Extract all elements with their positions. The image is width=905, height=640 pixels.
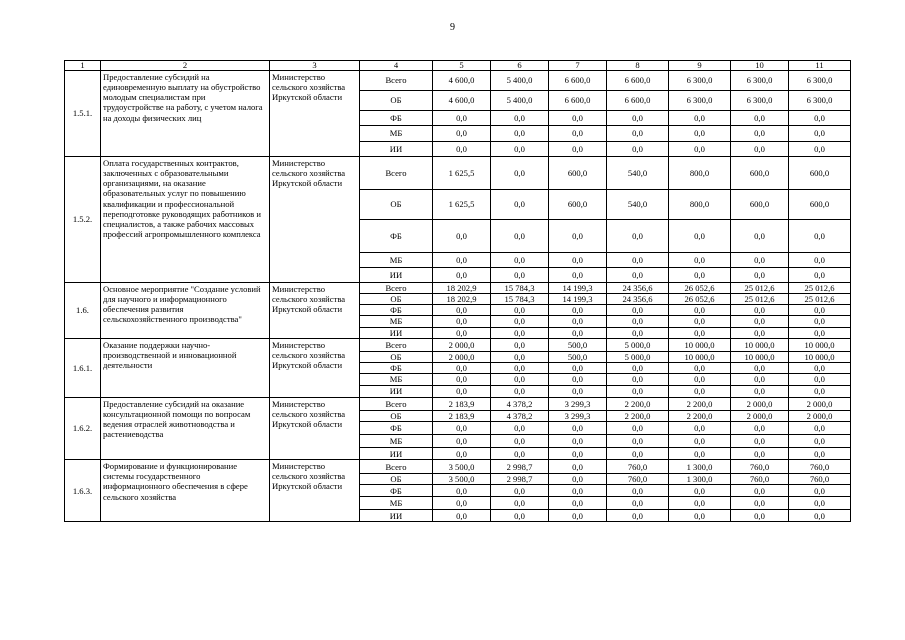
value-cell: 0,0 bbox=[433, 268, 491, 283]
funding-source: ФБ bbox=[360, 220, 433, 253]
value-cell: 0,0 bbox=[491, 435, 549, 448]
value-cell: 0,0 bbox=[607, 422, 669, 435]
value-cell: 0,0 bbox=[549, 510, 607, 522]
value-cell: 0,0 bbox=[549, 142, 607, 157]
value-cell: 0,0 bbox=[789, 253, 851, 268]
funding-source: ОБ bbox=[360, 190, 433, 220]
funding-source: ИИ bbox=[360, 142, 433, 157]
item-code: 1.6.2. bbox=[65, 397, 101, 459]
value-cell: 0,0 bbox=[669, 373, 731, 385]
value-cell: 0,0 bbox=[549, 305, 607, 316]
item-code: 1.6. bbox=[65, 283, 101, 339]
funding-source: Всего bbox=[360, 157, 433, 190]
value-cell: 0,0 bbox=[491, 111, 549, 126]
value-cell: 0,0 bbox=[669, 362, 731, 373]
header-cell: 3 bbox=[270, 61, 360, 71]
value-cell: 0,0 bbox=[433, 362, 491, 373]
funding-source: ОБ bbox=[360, 91, 433, 111]
value-cell: 760,0 bbox=[789, 474, 851, 485]
value-cell: 0,0 bbox=[433, 385, 491, 397]
value-cell: 0,0 bbox=[433, 253, 491, 268]
value-cell: 6 300,0 bbox=[731, 71, 789, 91]
value-cell: 0,0 bbox=[491, 422, 549, 435]
value-cell: 600,0 bbox=[549, 157, 607, 190]
value-cell: 0,0 bbox=[731, 327, 789, 338]
value-cell: 0,0 bbox=[669, 220, 731, 253]
value-cell: 10 000,0 bbox=[789, 351, 851, 362]
value-cell: 0,0 bbox=[549, 362, 607, 373]
value-cell: 0,0 bbox=[669, 268, 731, 283]
header-cell: 6 bbox=[491, 61, 549, 71]
value-cell: 0,0 bbox=[491, 485, 549, 497]
funding-source: Всего bbox=[360, 71, 433, 91]
value-cell: 3 500,0 bbox=[433, 474, 491, 485]
value-cell: 0,0 bbox=[433, 111, 491, 126]
value-cell: 0,0 bbox=[491, 305, 549, 316]
value-cell: 760,0 bbox=[731, 474, 789, 485]
value-cell: 0,0 bbox=[491, 268, 549, 283]
value-cell: 0,0 bbox=[669, 435, 731, 448]
value-cell: 0,0 bbox=[433, 316, 491, 327]
value-cell: 0,0 bbox=[491, 157, 549, 190]
value-cell: 0,0 bbox=[669, 253, 731, 268]
value-cell: 0,0 bbox=[549, 316, 607, 327]
header-cell: 10 bbox=[731, 61, 789, 71]
value-cell: 10 000,0 bbox=[669, 338, 731, 351]
value-cell: 0,0 bbox=[789, 435, 851, 448]
value-cell: 3 500,0 bbox=[433, 460, 491, 474]
item-code: 1.5.2. bbox=[65, 157, 101, 283]
item-name: Предоставление субсидий на единовременную выплату на обустройство молодым специалистам при трудоустройстве на работу, с учетом налога на доходы физических лиц bbox=[101, 71, 270, 157]
funding-source: ИИ bbox=[360, 268, 433, 283]
funding-source: ФБ bbox=[360, 485, 433, 497]
value-cell: 0,0 bbox=[549, 327, 607, 338]
value-cell: 0,0 bbox=[549, 435, 607, 448]
value-cell: 0,0 bbox=[433, 220, 491, 253]
value-cell: 0,0 bbox=[491, 220, 549, 253]
value-cell: 540,0 bbox=[607, 157, 669, 190]
responsible-executor: Министерство сельского хозяйства Иркутской области bbox=[270, 283, 360, 339]
value-cell: 540,0 bbox=[607, 190, 669, 220]
funding-source: Всего bbox=[360, 397, 433, 410]
funding-source: МБ bbox=[360, 435, 433, 448]
value-cell: 0,0 bbox=[789, 497, 851, 510]
value-cell: 14 199,3 bbox=[549, 283, 607, 294]
value-cell: 0,0 bbox=[549, 497, 607, 510]
value-cell: 0,0 bbox=[607, 510, 669, 522]
item-name: Формирование и функционирование системы государственного информационного обеспечения в сфере сельского хозяйства bbox=[101, 460, 270, 522]
table-row bbox=[65, 460, 851, 474]
value-cell: 2 183,9 bbox=[433, 410, 491, 421]
value-cell: 0,0 bbox=[731, 220, 789, 253]
value-cell: 0,0 bbox=[731, 485, 789, 497]
value-cell: 0,0 bbox=[491, 190, 549, 220]
value-cell: 0,0 bbox=[731, 373, 789, 385]
funding-source: ФБ bbox=[360, 362, 433, 373]
value-cell: 0,0 bbox=[731, 305, 789, 316]
funding-source: Всего bbox=[360, 460, 433, 474]
value-cell: 2 000,0 bbox=[731, 410, 789, 421]
value-cell: 25 012,6 bbox=[789, 283, 851, 294]
value-cell: 0,0 bbox=[731, 253, 789, 268]
value-cell: 10 000,0 bbox=[731, 351, 789, 362]
table-row bbox=[65, 283, 851, 294]
item-name: Оплата государственных контрактов, заключенных с образовательными организациями, на оказание образовательных услуг по повышению квалификации и профессиональной переподготовке руководящих работников и специалистов, а также рабочих массовых профессий агропромышленного комплекса bbox=[101, 157, 270, 283]
value-cell: 800,0 bbox=[669, 157, 731, 190]
value-cell: 0,0 bbox=[669, 385, 731, 397]
value-cell: 0,0 bbox=[731, 497, 789, 510]
funding-source: МБ bbox=[360, 497, 433, 510]
value-cell: 0,0 bbox=[731, 385, 789, 397]
header-cell: 2 bbox=[101, 61, 270, 71]
value-cell: 4 600,0 bbox=[433, 91, 491, 111]
value-cell: 0,0 bbox=[789, 448, 851, 460]
value-cell: 0,0 bbox=[789, 111, 851, 126]
value-cell: 0,0 bbox=[549, 474, 607, 485]
value-cell: 24 356,6 bbox=[607, 283, 669, 294]
value-cell: 6 600,0 bbox=[549, 91, 607, 111]
value-cell: 5 000,0 bbox=[607, 338, 669, 351]
value-cell: 5 400,0 bbox=[491, 71, 549, 91]
value-cell: 0,0 bbox=[607, 220, 669, 253]
value-cell: 0,0 bbox=[607, 373, 669, 385]
funding-source: МБ bbox=[360, 373, 433, 385]
value-cell: 0,0 bbox=[433, 305, 491, 316]
value-cell: 0,0 bbox=[549, 485, 607, 497]
value-cell: 0,0 bbox=[789, 327, 851, 338]
value-cell: 0,0 bbox=[549, 385, 607, 397]
item-name: Предоставление субсидий на оказание консультационной помощи по вопросам ведения отраслей животноводства и растениеводства bbox=[101, 397, 270, 459]
value-cell: 0,0 bbox=[789, 485, 851, 497]
value-cell: 10 000,0 bbox=[731, 338, 789, 351]
header-row bbox=[65, 61, 851, 71]
header-cell: 9 bbox=[669, 61, 731, 71]
value-cell: 6 300,0 bbox=[789, 91, 851, 111]
funding-source: ОБ bbox=[360, 474, 433, 485]
value-cell: 600,0 bbox=[789, 190, 851, 220]
value-cell: 0,0 bbox=[789, 316, 851, 327]
value-cell: 0,0 bbox=[549, 460, 607, 474]
value-cell: 0,0 bbox=[669, 327, 731, 338]
value-cell: 1 625,5 bbox=[433, 190, 491, 220]
value-cell: 0,0 bbox=[607, 435, 669, 448]
value-cell: 0,0 bbox=[433, 435, 491, 448]
responsible-executor: Министерство сельского хозяйства Иркутской области bbox=[270, 71, 360, 157]
value-cell: 0,0 bbox=[607, 316, 669, 327]
responsible-executor: Министерство сельского хозяйства Иркутской области bbox=[270, 157, 360, 283]
value-cell: 0,0 bbox=[491, 316, 549, 327]
value-cell: 600,0 bbox=[731, 157, 789, 190]
value-cell: 6 300,0 bbox=[669, 91, 731, 111]
item-code: 1.6.1. bbox=[65, 338, 101, 397]
funding-source: МБ bbox=[360, 126, 433, 142]
value-cell: 0,0 bbox=[789, 220, 851, 253]
funding-source: ОБ bbox=[360, 351, 433, 362]
value-cell: 0,0 bbox=[491, 351, 549, 362]
value-cell: 760,0 bbox=[789, 460, 851, 474]
value-cell: 760,0 bbox=[607, 474, 669, 485]
funding-source: ФБ bbox=[360, 111, 433, 126]
value-cell: 10 000,0 bbox=[669, 351, 731, 362]
funding-source: ИИ bbox=[360, 510, 433, 522]
value-cell: 0,0 bbox=[731, 435, 789, 448]
value-cell: 500,0 bbox=[549, 338, 607, 351]
value-cell: 0,0 bbox=[731, 422, 789, 435]
funding-source: ФБ bbox=[360, 422, 433, 435]
header-cell: 8 bbox=[607, 61, 669, 71]
header-cell: 5 bbox=[433, 61, 491, 71]
value-cell: 1 625,5 bbox=[433, 157, 491, 190]
value-cell: 0,0 bbox=[491, 362, 549, 373]
value-cell: 500,0 bbox=[549, 351, 607, 362]
value-cell: 0,0 bbox=[491, 373, 549, 385]
value-cell: 0,0 bbox=[433, 510, 491, 522]
value-cell: 600,0 bbox=[549, 190, 607, 220]
value-cell: 0,0 bbox=[789, 126, 851, 142]
value-cell: 600,0 bbox=[731, 190, 789, 220]
value-cell: 6 300,0 bbox=[789, 71, 851, 91]
value-cell: 0,0 bbox=[549, 253, 607, 268]
value-cell: 0,0 bbox=[669, 485, 731, 497]
value-cell: 2 000,0 bbox=[433, 338, 491, 351]
value-cell: 0,0 bbox=[549, 220, 607, 253]
value-cell: 0,0 bbox=[669, 448, 731, 460]
value-cell: 0,0 bbox=[669, 497, 731, 510]
value-cell: 0,0 bbox=[731, 448, 789, 460]
value-cell: 0,0 bbox=[607, 385, 669, 397]
value-cell: 0,0 bbox=[491, 338, 549, 351]
value-cell: 0,0 bbox=[491, 126, 549, 142]
value-cell: 0,0 bbox=[731, 126, 789, 142]
value-cell: 5 000,0 bbox=[607, 351, 669, 362]
value-cell: 2 000,0 bbox=[731, 397, 789, 410]
value-cell: 0,0 bbox=[491, 327, 549, 338]
value-cell: 0,0 bbox=[433, 422, 491, 435]
value-cell: 0,0 bbox=[789, 268, 851, 283]
funding-source: ИИ bbox=[360, 327, 433, 338]
value-cell: 2 998,7 bbox=[491, 474, 549, 485]
value-cell: 4 600,0 bbox=[433, 71, 491, 91]
value-cell: 2 200,0 bbox=[669, 410, 731, 421]
value-cell: 2 998,7 bbox=[491, 460, 549, 474]
header-cell: 1 bbox=[65, 61, 101, 71]
value-cell: 0,0 bbox=[491, 497, 549, 510]
header-cell: 4 bbox=[360, 61, 433, 71]
value-cell: 25 012,6 bbox=[789, 294, 851, 305]
value-cell: 0,0 bbox=[491, 142, 549, 157]
item-code: 1.5.1. bbox=[65, 71, 101, 157]
value-cell: 0,0 bbox=[607, 485, 669, 497]
value-cell: 0,0 bbox=[669, 126, 731, 142]
value-cell: 6 600,0 bbox=[607, 91, 669, 111]
value-cell: 0,0 bbox=[433, 485, 491, 497]
value-cell: 0,0 bbox=[731, 362, 789, 373]
funding-source: Всего bbox=[360, 338, 433, 351]
funding-source: ИИ bbox=[360, 448, 433, 460]
value-cell: 0,0 bbox=[607, 305, 669, 316]
value-cell: 0,0 bbox=[549, 126, 607, 142]
value-cell: 3 299,3 bbox=[549, 397, 607, 410]
value-cell: 0,0 bbox=[433, 126, 491, 142]
item-name: Оказание поддержки научно-производственной и инновационной деятельности bbox=[101, 338, 270, 397]
value-cell: 0,0 bbox=[433, 448, 491, 460]
value-cell: 0,0 bbox=[491, 253, 549, 268]
value-cell: 0,0 bbox=[433, 497, 491, 510]
value-cell: 0,0 bbox=[549, 268, 607, 283]
value-cell: 0,0 bbox=[789, 510, 851, 522]
funding-source: ИИ bbox=[360, 385, 433, 397]
value-cell: 24 356,6 bbox=[607, 294, 669, 305]
funding-source: ФБ bbox=[360, 305, 433, 316]
funding-source: ОБ bbox=[360, 294, 433, 305]
value-cell: 5 400,0 bbox=[491, 91, 549, 111]
value-cell: 600,0 bbox=[789, 157, 851, 190]
responsible-executor: Министерство сельского хозяйства Иркутской области bbox=[270, 397, 360, 459]
value-cell: 4 378,2 bbox=[491, 397, 549, 410]
value-cell: 15 784,3 bbox=[491, 294, 549, 305]
value-cell: 0,0 bbox=[669, 111, 731, 126]
value-cell: 0,0 bbox=[607, 362, 669, 373]
value-cell: 0,0 bbox=[491, 448, 549, 460]
value-cell: 18 202,9 bbox=[433, 294, 491, 305]
value-cell: 760,0 bbox=[607, 460, 669, 474]
value-cell: 4 378,2 bbox=[491, 410, 549, 421]
funding-source: МБ bbox=[360, 253, 433, 268]
value-cell: 0,0 bbox=[607, 126, 669, 142]
header-cell: 11 bbox=[789, 61, 851, 71]
value-cell: 2 000,0 bbox=[789, 410, 851, 421]
value-cell: 0,0 bbox=[607, 497, 669, 510]
value-cell: 25 012,6 bbox=[731, 283, 789, 294]
value-cell: 26 052,6 bbox=[669, 294, 731, 305]
value-cell: 0,0 bbox=[669, 305, 731, 316]
value-cell: 6 600,0 bbox=[607, 71, 669, 91]
value-cell: 2 200,0 bbox=[607, 410, 669, 421]
responsible-executor: Министерство сельского хозяйства Иркутской области bbox=[270, 460, 360, 522]
value-cell: 6 300,0 bbox=[669, 71, 731, 91]
value-cell: 0,0 bbox=[669, 510, 731, 522]
funding-source: Всего bbox=[360, 283, 433, 294]
value-cell: 1 300,0 bbox=[669, 460, 731, 474]
value-cell: 2 000,0 bbox=[433, 351, 491, 362]
value-cell: 0,0 bbox=[731, 142, 789, 157]
value-cell: 0,0 bbox=[789, 362, 851, 373]
value-cell: 0,0 bbox=[607, 448, 669, 460]
value-cell: 0,0 bbox=[669, 316, 731, 327]
value-cell: 760,0 bbox=[731, 460, 789, 474]
table-row bbox=[65, 71, 851, 91]
value-cell: 0,0 bbox=[789, 385, 851, 397]
value-cell: 0,0 bbox=[607, 142, 669, 157]
value-cell: 26 052,6 bbox=[669, 283, 731, 294]
value-cell: 15 784,3 bbox=[491, 283, 549, 294]
value-cell: 6 300,0 bbox=[731, 91, 789, 111]
value-cell: 0,0 bbox=[731, 510, 789, 522]
value-cell: 0,0 bbox=[789, 422, 851, 435]
value-cell: 0,0 bbox=[491, 385, 549, 397]
value-cell: 0,0 bbox=[607, 268, 669, 283]
table-row bbox=[65, 397, 851, 410]
item-name: Основное мероприятие "Создание условий для научного и информационного обеспечения развития сельскохозяйственного производства" bbox=[101, 283, 270, 339]
value-cell: 0,0 bbox=[789, 142, 851, 157]
value-cell: 0,0 bbox=[789, 373, 851, 385]
value-cell: 0,0 bbox=[549, 448, 607, 460]
value-cell: 0,0 bbox=[731, 316, 789, 327]
value-cell: 3 299,3 bbox=[549, 410, 607, 421]
value-cell: 0,0 bbox=[433, 327, 491, 338]
item-code: 1.6.3. bbox=[65, 460, 101, 522]
responsible-executor: Министерство сельского хозяйства Иркутской области bbox=[270, 338, 360, 397]
page-number: 9 bbox=[450, 22, 455, 33]
value-cell: 0,0 bbox=[789, 305, 851, 316]
value-cell: 0,0 bbox=[549, 373, 607, 385]
value-cell: 0,0 bbox=[731, 268, 789, 283]
value-cell: 0,0 bbox=[549, 111, 607, 126]
table-row bbox=[65, 157, 851, 190]
value-cell: 0,0 bbox=[607, 253, 669, 268]
value-cell: 0,0 bbox=[549, 422, 607, 435]
value-cell: 6 600,0 bbox=[549, 71, 607, 91]
value-cell: 0,0 bbox=[433, 142, 491, 157]
value-cell: 0,0 bbox=[491, 510, 549, 522]
value-cell: 2 183,9 bbox=[433, 397, 491, 410]
value-cell: 0,0 bbox=[669, 422, 731, 435]
value-cell: 18 202,9 bbox=[433, 283, 491, 294]
value-cell: 0,0 bbox=[669, 142, 731, 157]
value-cell: 0,0 bbox=[607, 327, 669, 338]
header-cell: 7 bbox=[549, 61, 607, 71]
value-cell: 800,0 bbox=[669, 190, 731, 220]
value-cell: 10 000,0 bbox=[789, 338, 851, 351]
value-cell: 2 200,0 bbox=[669, 397, 731, 410]
value-cell: 0,0 bbox=[731, 111, 789, 126]
table-row bbox=[65, 338, 851, 351]
value-cell: 0,0 bbox=[433, 373, 491, 385]
budget-table bbox=[64, 60, 851, 522]
value-cell: 0,0 bbox=[607, 111, 669, 126]
value-cell: 2 200,0 bbox=[607, 397, 669, 410]
value-cell: 2 000,0 bbox=[789, 397, 851, 410]
value-cell: 25 012,6 bbox=[731, 294, 789, 305]
funding-source: ОБ bbox=[360, 410, 433, 421]
value-cell: 14 199,3 bbox=[549, 294, 607, 305]
funding-source: МБ bbox=[360, 316, 433, 327]
value-cell: 1 300,0 bbox=[669, 474, 731, 485]
